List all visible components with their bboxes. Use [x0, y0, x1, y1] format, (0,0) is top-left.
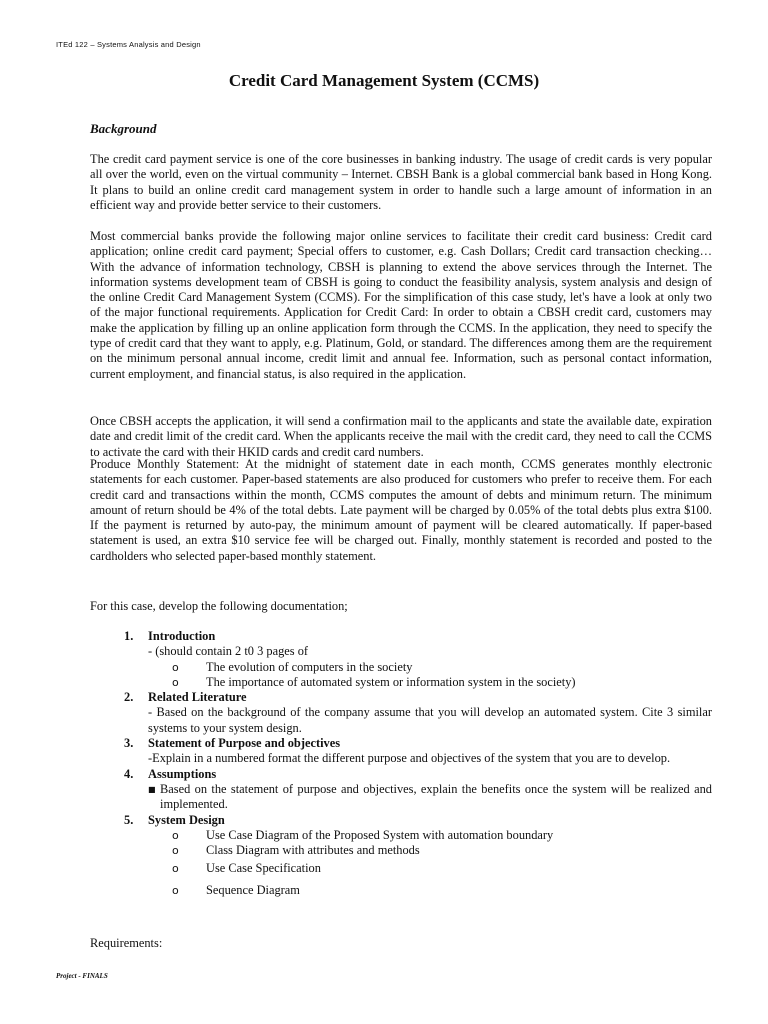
course-header: ITEd 122 – Systems Analysis and Design	[56, 40, 201, 49]
sub-bullet: o The evolution of computers in the society	[172, 659, 413, 674]
footer-label: Project - FINALS	[56, 972, 108, 980]
item-text: -Explain in a numbered format the different purpose and objectives of the system that you are to develop.	[148, 751, 671, 766]
sub-bullet: ■ Based on the statement of purpose and objectives, explain the benefits once the system will be realized and implemented.	[148, 781, 712, 812]
documentation-intro: For this case, develop the following documentation;	[90, 599, 348, 613]
item-title: Assumptions	[148, 766, 217, 781]
paragraph-acceptance: Once CBSH accepts the application, it will send a confirmation mail to the applicants and state the available date, expiration date and credit limit of the credit card. When the applicants receive the mail with the credit card, they need to call the CCMS to activate the card with their HKID cards and credit card numbers.	[90, 414, 712, 459]
item-title: Statement of Purpose and objectives	[148, 736, 341, 751]
item-title: System Design	[148, 812, 225, 827]
sub-bullet: o Class Diagram with attributes and methods	[172, 843, 420, 858]
sub-bullet: o Use Case Diagram of the Proposed System with automation boundary	[172, 827, 554, 842]
item-text: - Based on the background of the company assume that you will develop an automated system. Cite 3 similar systems to your system design.	[148, 705, 712, 735]
circle-bullet-icon: o	[172, 883, 179, 897]
sub-bullet: o Sequence Diagram	[172, 882, 300, 897]
list-item	[90, 767, 712, 813]
item-number: 4.	[124, 766, 134, 781]
document-title: Credit Card Management System (CCMS)	[228, 71, 540, 90]
documentation-list	[90, 629, 712, 898]
item-text: - (should contain 2 t0 3 pages of	[148, 644, 309, 659]
requirements-label: Requirements:	[90, 936, 163, 950]
item-number: 2.	[124, 690, 134, 705]
list-item	[90, 813, 712, 898]
paragraph-intro: The credit card payment service is one of the core businesses in banking industry. The usage of credit cards is very popular all over the world, even on the virtual community – Internet. CBSH Bank is a global commercial bank based in Hong Kong. It plans to build an online credit card management system in order to handle such a large amount of information in an efficient way and provide better service to their customers.	[90, 152, 712, 212]
list-item	[90, 736, 712, 767]
circle-bullet-icon: o	[172, 828, 179, 842]
item-number: 3.	[124, 736, 134, 751]
circle-bullet-icon: o	[172, 844, 179, 858]
paragraph-monthly-statement: Produce Monthly Statement: At the midnight of statement date in each month, CCMS generates monthly electronic statements for each customer. Paper-based statements are also produced for customers who prefer to receive them. For each credit card and transactions within the month, CCMS computes the amount of debts and minimum return. The minimum amount of return should be 4% of the total debts. Late payment will be charged by 0.05% of the total debts plus extra $100. If the payment is returned by auto-pay, the minimum amount of payment will be cleared automatically. If paper-based statement is used, an extra $10 service fee will be charged out. Finally, monthly statement is recorded and posted to the cardholders who selected paper-based monthly statement.	[90, 457, 712, 563]
list-item	[90, 629, 712, 690]
circle-bullet-icon: o	[172, 675, 179, 689]
item-number: 5.	[124, 812, 134, 827]
item-title: Related Literature	[148, 690, 247, 705]
square-bullet-icon: ■	[148, 784, 156, 794]
item-title: Introduction	[148, 629, 216, 643]
background-heading: Background	[90, 121, 157, 136]
item-number: 1.	[124, 629, 134, 643]
circle-bullet-icon: o	[172, 862, 179, 876]
sub-bullet: o The importance of automated system or information system in the society)	[172, 674, 576, 689]
sub-bullet: o Use Case Specification	[172, 861, 321, 876]
paragraph-services: Most commercial banks provide the following major online services to facilitate their credit card business: Credit card application; online credit card payment; Special offers to customer, e.g. Cash Dollars; Credit card transaction checking…With the advance of information technology, CBSH is planning to extend the above services through the Internet. The information systems development team of CBSH is going to conduct the feasibility analysis, system analysis and design of the online Credit Card Management System (CCMS). For the simplification of this case study, let's have a look at only two of the major functional requirements. Application for Credit Card: In order to obtain a CBSH credit card, customers may make the application by filling up an online application form through the CCMS. In the application, they need to specify the type of credit card that they want to apply, e.g. Platinum, Gold, or standard. The differences among them are the requirement on the minimum personal annual income, credit limit and annual fee. Information, such as personal contact information, current employment, and financial status, is also required in the application.	[90, 229, 712, 381]
circle-bullet-icon: o	[172, 660, 179, 674]
list-item	[90, 690, 712, 736]
